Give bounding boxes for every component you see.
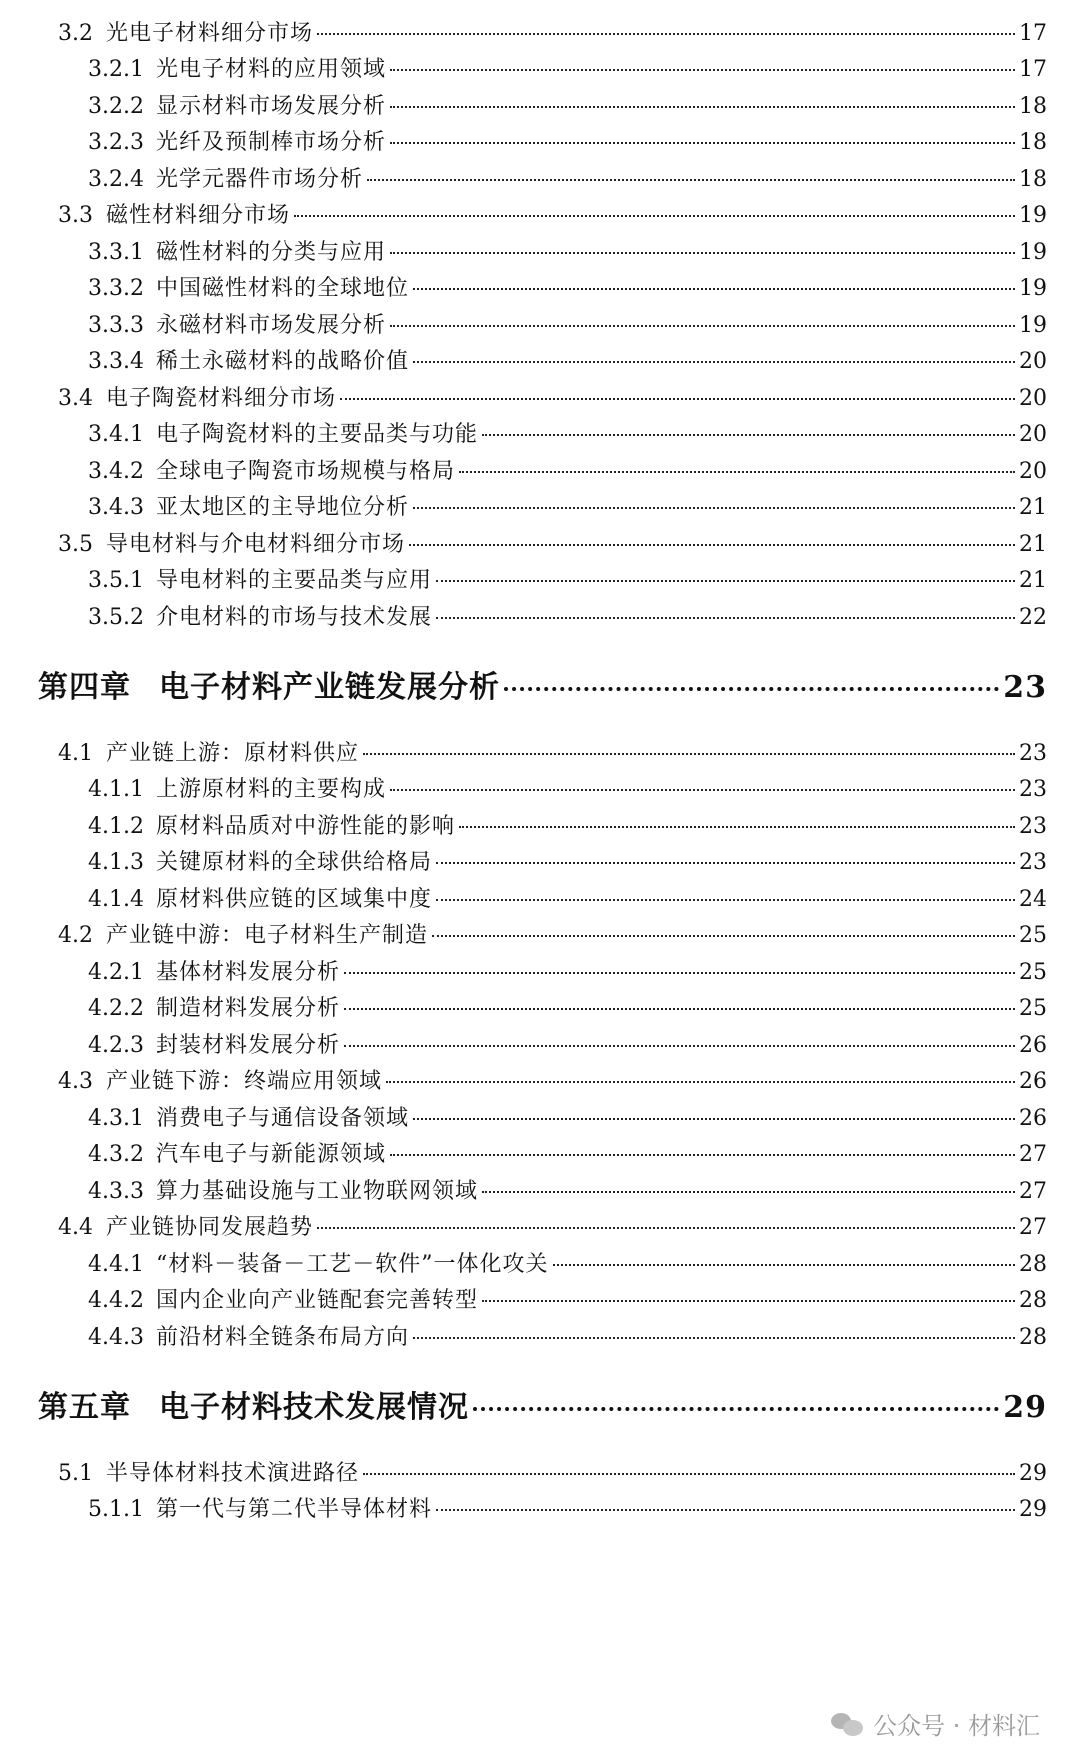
toc-page-number: 19 — [1019, 313, 1047, 338]
toc-number: 第四章 — [38, 670, 131, 705]
toc-number: 4.4.2 — [88, 1288, 144, 1313]
dot-leader — [413, 288, 1015, 290]
toc-page-number: 19 — [1019, 240, 1047, 265]
toc-number: 4.3.2 — [88, 1142, 144, 1167]
toc-subsection-row — [88, 772, 1047, 803]
dot-leader — [482, 1191, 1015, 1193]
toc-title: 第一代与第二代半导体材料 — [156, 1497, 433, 1522]
dot-leader — [363, 753, 1015, 755]
toc-subsection-row — [88, 1320, 1047, 1351]
dot-leader — [413, 1337, 1015, 1339]
toc-title: 封装材料发展分析 — [156, 1033, 341, 1058]
toc-page-number: 27 — [1019, 1179, 1047, 1204]
toc-page-number: 18 — [1019, 130, 1047, 155]
toc-number: 3.5.1 — [88, 568, 144, 593]
toc-number: 4.1 — [58, 741, 93, 766]
toc-page-number: 26 — [1019, 1106, 1047, 1131]
toc-title: “材料－装备－工艺－软件”一体化攻关 — [156, 1252, 549, 1277]
toc-title: 磁性材料细分市场 — [106, 203, 291, 228]
dot-leader — [317, 33, 1015, 35]
toc-page-number: 25 — [1019, 923, 1047, 948]
toc-number: 第五章 — [38, 1390, 131, 1425]
toc-page-number: 27 — [1019, 1142, 1047, 1167]
toc-subsection-row — [88, 417, 1047, 448]
dot-leader — [390, 69, 1015, 71]
toc-section-row — [58, 736, 1047, 767]
dot-leader — [363, 1473, 1015, 1475]
toc-number: 5.1 — [58, 1461, 93, 1486]
toc-title: 介电材料的市场与技术发展 — [156, 605, 433, 630]
toc-number: 4.3.1 — [88, 1106, 144, 1131]
toc-page-number: 22 — [1019, 605, 1047, 630]
dot-leader — [436, 862, 1015, 864]
toc-page-number: 17 — [1019, 57, 1047, 82]
toc-title: 产业链下游：终端应用领域 — [106, 1069, 383, 1094]
toc-number: 4.2 — [58, 923, 93, 948]
toc-chapter-row — [38, 662, 1047, 706]
toc-subsection-row — [88, 162, 1047, 193]
toc-title: 显示材料市场发展分析 — [156, 94, 387, 119]
toc-page-number: 18 — [1019, 167, 1047, 192]
toc-number: 3.3.4 — [88, 349, 144, 374]
toc-subsection-row — [88, 308, 1047, 339]
toc-page-number: 24 — [1019, 887, 1047, 912]
dot-leader — [409, 544, 1015, 546]
toc-number: 3.4.1 — [88, 422, 144, 447]
toc-title: 上游原材料的主要构成 — [156, 777, 387, 802]
dot-leader — [294, 215, 1015, 217]
toc-page-number: 29 — [1019, 1461, 1047, 1486]
dot-leader — [317, 1227, 1015, 1229]
dot-leader — [459, 826, 1015, 828]
toc-subsection-row — [88, 563, 1047, 594]
dot-leader — [390, 142, 1015, 144]
toc-number: 4.2.2 — [88, 996, 144, 1021]
toc-number: 4.1.4 — [88, 887, 144, 912]
toc-subsection-row — [88, 454, 1047, 485]
toc-title: 导电材料与介电材料细分市场 — [106, 532, 406, 557]
toc-title: 亚太地区的主导地位分析 — [156, 495, 410, 520]
toc-number: 4.1.3 — [88, 850, 144, 875]
toc-title: 光电子材料的应用领域 — [156, 57, 387, 82]
toc-section-row — [58, 1210, 1047, 1241]
toc-number: 4.2.3 — [88, 1033, 144, 1058]
toc-section-row — [58, 198, 1047, 229]
toc-subsection-row — [88, 1101, 1047, 1132]
toc-page-number: 23 — [1019, 850, 1047, 875]
toc-title: 原材料供应链的区域集中度 — [156, 887, 433, 912]
toc-number: 4.4 — [58, 1215, 93, 1240]
dot-leader — [553, 1264, 1016, 1266]
toc-page-number: 19 — [1019, 276, 1047, 301]
toc-subsection-row — [88, 600, 1047, 631]
toc-title: 制造材料发展分析 — [156, 996, 341, 1021]
toc-page-number: 28 — [1019, 1288, 1047, 1313]
toc-title: 前沿材料全链条布局方向 — [156, 1325, 410, 1350]
toc-chapter-row — [38, 1382, 1047, 1426]
toc-section-row — [58, 16, 1047, 47]
toc-page-number: 20 — [1019, 459, 1047, 484]
toc-title: 中国磁性材料的全球地位 — [156, 276, 410, 301]
toc-section-row — [58, 381, 1047, 412]
toc-number: 4.4.1 — [88, 1252, 144, 1277]
toc-number: 4.2.1 — [88, 960, 144, 985]
toc-number: 3.4.3 — [88, 495, 144, 520]
dot-leader — [504, 687, 999, 691]
toc-page-number: 25 — [1019, 996, 1047, 1021]
toc-title: 电子陶瓷材料细分市场 — [106, 386, 337, 411]
dot-leader — [390, 1154, 1015, 1156]
dot-leader — [390, 789, 1015, 791]
toc-title: 算力基础设施与工业物联网领域 — [156, 1179, 479, 1204]
dot-leader — [413, 507, 1015, 509]
toc-title: 电子材料技术发展情况 — [159, 1390, 469, 1425]
toc-title: 永磁材料市场发展分析 — [156, 313, 387, 338]
toc-subsection-row — [88, 1247, 1047, 1278]
toc-section-row — [58, 1456, 1047, 1487]
toc-number: 4.1.2 — [88, 814, 144, 839]
toc-page-number: 29 — [1003, 1390, 1047, 1425]
toc-subsection-row — [88, 89, 1047, 120]
toc-number: 4.1.1 — [88, 777, 144, 802]
toc-number: 3.2.4 — [88, 167, 144, 192]
toc-number: 4.4.3 — [88, 1325, 144, 1350]
dot-leader — [459, 471, 1015, 473]
dot-leader — [390, 325, 1015, 327]
toc-subsection-row — [88, 1492, 1047, 1523]
toc-page-number: 19 — [1019, 203, 1047, 228]
toc-page-number: 21 — [1019, 532, 1047, 557]
toc-section-row — [58, 918, 1047, 949]
dot-leader — [482, 1300, 1015, 1302]
toc-page-number: 23 — [1003, 670, 1047, 705]
toc-title: 电子材料产业链发展分析 — [159, 670, 500, 705]
toc-subsection-row — [88, 882, 1047, 913]
toc-title: 稀土永磁材料的战略价值 — [156, 349, 410, 374]
dot-leader — [432, 935, 1015, 937]
dot-leader — [390, 106, 1015, 108]
watermark-text: 公众号 · 材料汇 — [873, 1712, 1040, 1740]
dot-leader — [367, 179, 1015, 181]
toc-title: 产业链中游：电子材料生产制造 — [106, 923, 429, 948]
dot-leader — [340, 398, 1015, 400]
toc-page-number: 17 — [1019, 21, 1047, 46]
dot-leader — [344, 972, 1015, 974]
watermark — [831, 1706, 1040, 1741]
toc-title: 磁性材料的分类与应用 — [156, 240, 387, 265]
toc-title: 汽车电子与新能源领域 — [156, 1142, 387, 1167]
toc-subsection-row — [88, 344, 1047, 375]
toc-number: 3.2 — [58, 21, 93, 46]
toc-title: 光电子材料细分市场 — [106, 21, 314, 46]
toc-page-number: 28 — [1019, 1325, 1047, 1350]
toc-page-number: 20 — [1019, 349, 1047, 374]
dot-leader — [344, 1045, 1015, 1047]
dot-leader — [436, 580, 1015, 582]
dot-leader — [482, 434, 1015, 436]
toc-title: 导电材料的主要品类与应用 — [156, 568, 433, 593]
toc-page-number: 23 — [1019, 741, 1047, 766]
toc-number: 3.3 — [58, 203, 93, 228]
dot-leader — [413, 361, 1015, 363]
toc-subsection-row — [88, 490, 1047, 521]
toc-section-row — [58, 1064, 1047, 1095]
toc-subsection-row — [88, 52, 1047, 83]
toc-title: 国内企业向产业链配套完善转型 — [156, 1288, 479, 1313]
toc-number: 5.1.1 — [88, 1497, 144, 1522]
toc-subsection-row — [88, 125, 1047, 156]
toc-title: 关键原材料的全球供给格局 — [156, 850, 433, 875]
toc-number: 4.3.3 — [88, 1179, 144, 1204]
toc-number: 3.3.3 — [88, 313, 144, 338]
toc-title: 基体材料发展分析 — [156, 960, 341, 985]
toc-number: 3.4 — [58, 386, 93, 411]
toc-page-number: 26 — [1019, 1069, 1047, 1094]
toc-page-number: 21 — [1019, 568, 1047, 593]
toc-number: 3.3.2 — [88, 276, 144, 301]
toc-title: 原材料品质对中游性能的影响 — [156, 814, 456, 839]
toc-page-number: 25 — [1019, 960, 1047, 985]
toc-subsection-row — [88, 235, 1047, 266]
toc-subsection-row — [88, 991, 1047, 1022]
dot-leader — [473, 1407, 999, 1411]
toc-page-number: 28 — [1019, 1252, 1047, 1277]
dot-leader — [436, 899, 1015, 901]
toc-title: 产业链协同发展趋势 — [106, 1215, 314, 1240]
wechat-icon — [831, 1711, 865, 1737]
toc-subsection-row — [88, 1174, 1047, 1205]
toc-title: 全球电子陶瓷市场规模与格局 — [156, 459, 456, 484]
toc-title: 消费电子与通信设备领域 — [156, 1106, 410, 1131]
toc-title: 光纤及预制棒市场分析 — [156, 130, 387, 155]
dot-leader — [344, 1008, 1015, 1010]
toc-number: 3.3.1 — [88, 240, 144, 265]
toc-page-number: 18 — [1019, 94, 1047, 119]
toc-subsection-row — [88, 1137, 1047, 1168]
toc-page-number: 20 — [1019, 422, 1047, 447]
toc-page-number: 21 — [1019, 495, 1047, 520]
dot-leader — [386, 1081, 1015, 1083]
toc-page-number: 20 — [1019, 386, 1047, 411]
toc-page-number: 27 — [1019, 1215, 1047, 1240]
toc-number: 3.4.2 — [88, 459, 144, 484]
toc-page-number: 29 — [1019, 1497, 1047, 1522]
toc-subsection-row — [88, 955, 1047, 986]
toc-subsection-row — [88, 271, 1047, 302]
dot-leader — [390, 252, 1015, 254]
toc-page-number: 23 — [1019, 777, 1047, 802]
toc-number: 4.3 — [58, 1069, 93, 1094]
toc-subsection-row — [88, 845, 1047, 876]
toc-title: 电子陶瓷材料的主要品类与功能 — [156, 422, 479, 447]
toc-title: 半导体材料技术演进路径 — [106, 1461, 360, 1486]
toc-section-row — [58, 527, 1047, 558]
dot-leader — [436, 1509, 1015, 1511]
toc-subsection-row — [88, 1283, 1047, 1314]
toc-subsection-row — [88, 809, 1047, 840]
toc-page-number: 23 — [1019, 814, 1047, 839]
toc-number: 3.5.2 — [88, 605, 144, 630]
toc-number: 3.2.3 — [88, 130, 144, 155]
dot-leader — [413, 1118, 1015, 1120]
toc-title: 光学元器件市场分析 — [156, 167, 364, 192]
dot-leader — [436, 617, 1015, 619]
toc-page-number: 26 — [1019, 1033, 1047, 1058]
toc-number: 3.2.2 — [88, 94, 144, 119]
toc-number: 3.5 — [58, 532, 93, 557]
toc-subsection-row — [88, 1028, 1047, 1059]
toc-number: 3.2.1 — [88, 57, 144, 82]
toc-title: 产业链上游：原材料供应 — [106, 741, 360, 766]
